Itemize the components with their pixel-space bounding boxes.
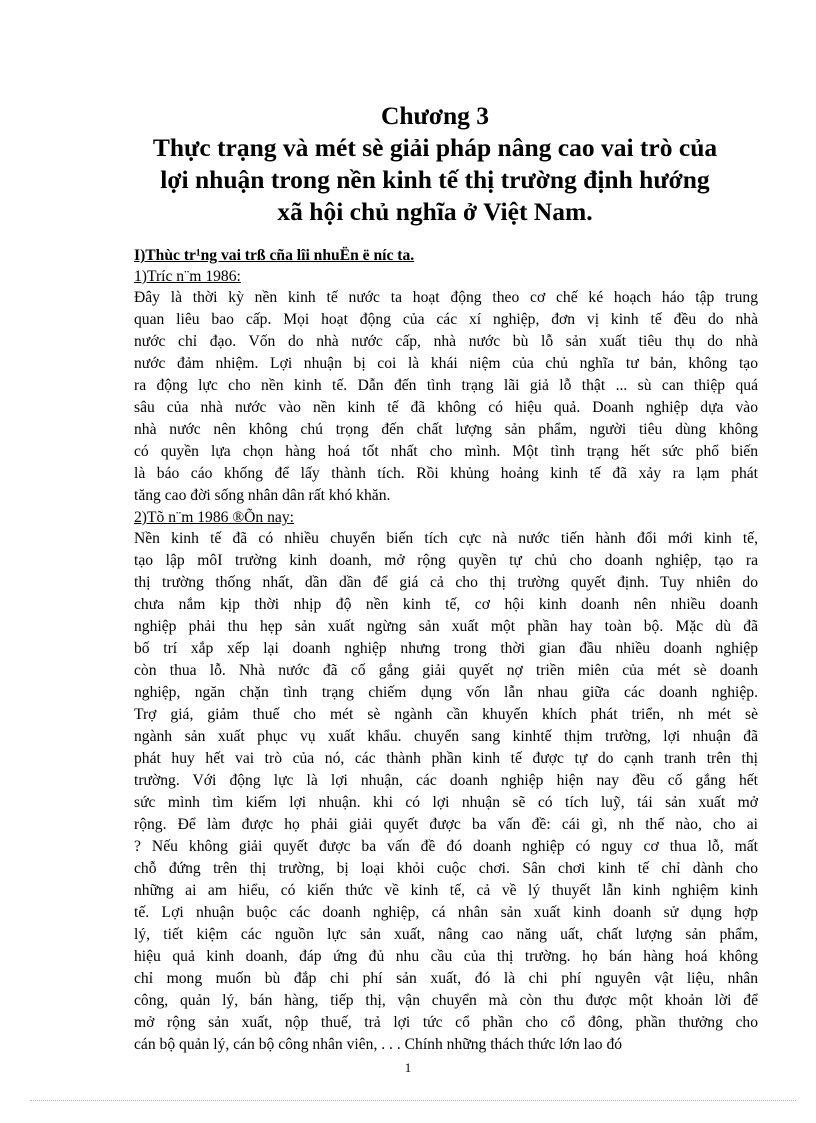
text-line: nhà nước nên không chú trọng đến chất lượng sản phẩm, người tiêu dùng không — [134, 421, 758, 438]
text-line: bố trí xắp xếp lại doanh nghiệp nhưng trong thời gian đầu nhiều doanh nghiệp — [134, 640, 758, 657]
text-line: ra động lực cho nền kinh tế. Dẫn đến tình trạng lãi giả lỗ thật ... sù can thiệp quá — [134, 377, 758, 394]
text-line: còn thua lỗ. Nhà nước đã cố gắng giải quyết nợ triền miên của mét sè doanh — [134, 662, 758, 679]
text-line: ngành sản xuất phục vụ xuất khẩu. chuyển sang kinhtế thịm trường, lợi nhuận đã — [134, 728, 758, 745]
text-line: tăng cao đời sống nhân dân rất khó khăn. — [134, 487, 391, 504]
text-line: nước chỉ đạo. Vốn do nhà nước cấp, nhà nước bù lỗ sản xuất tiêu thụ do nhà — [134, 333, 758, 350]
chapter-title-line-2: lợi nhuận trong nền kinh tế thị trường định hướng — [160, 165, 710, 194]
text-line: có quyền lựa chọn hàng hoá tốt nhất cho mình. Một tình trạng hết sức phổ biến — [134, 443, 758, 460]
text-line: rộng. Để làm được họ phải giải quyết được ba vấn đề: cái gì, nh thế nào, cho ai — [134, 816, 758, 833]
section-heading: I)Thùc tr¹ng vai trß cña lîi nhuËn ë níc ta. — [134, 247, 415, 264]
text-line: nghiệp phải thu hẹp sản xuất ngừng sản xuất một phần hay toàn bộ. Mặc dù đã — [134, 618, 758, 635]
text-line: chỗ đứng trên thị trường, bị loại khỏi cuộc chơi. Sân chơi kinh tế chỉ dành cho — [134, 860, 758, 877]
text-line: sức mình tìm kiếm lợi nhuận. khi có lợi nhuận sẽ có tích luỹ, tái sản xuất mở — [134, 794, 758, 811]
text-line: là báo cáo khống để lấy thành tích. Rồi khủng hoảng kinh tế đã xảy ra lạm phát — [134, 465, 758, 482]
text-line: sâu của nhà nước vào nền kinh tế đã không có hiệu quả. Doanh nghiệp dựa vào — [134, 399, 758, 416]
text-line: tạo lập môI trường kinh doanh, mở rộng quyền tự chủ cho doanh nghiệp, tạo ra — [134, 552, 758, 569]
text-line: ? Nếu không giải quyết được ba vấn đề đó doanh nghiệp có nguy cơ thua lỗ, mất — [134, 838, 758, 855]
text-line: chưa nắm kịp thời nhịp độ nền kinh tế, cơ hội kinh doanh nên nhiều doanh — [134, 596, 758, 613]
text-line: cán bộ quản lý, cán bộ công nhân viên, . . . Chính những thách thức lớn lao đó — [134, 1036, 623, 1053]
text-line: Trợ giá, giảm thuế cho mét sè ngành cần khuyến khích phát triển, nh mét sè — [134, 706, 758, 723]
text-line: nghiệp, ngăn chặn tình trạng chiếm dụng vốn lẫn nhau giữa các doanh nghiệp. — [134, 684, 758, 701]
page-number: 1 — [404, 1060, 412, 1075]
text-line: những ai am hiểu, có kiến thức về kinh tế, cả về lý thuyết lẫn kinh nghiệm kinh — [134, 882, 758, 899]
text-line: trường. Với động lực là lợi nhuận, các doanh nghiệp hiện nay đều cố gắng hết — [134, 772, 758, 789]
footer-dotted-rule — [30, 1100, 796, 1101]
text-line: phát huy hết vai trò của nó, các thành phần kinh tế được tự do cạnh tranh trên thị — [134, 750, 758, 767]
chapter-title-block — [100, 100, 770, 228]
subsection-2-title: 2)Tõ n¨m 1986 ®Õn nay: — [134, 509, 294, 526]
text-line: mở rộng sản xuất, nộp thuế, trả lợi tức cổ phần cho cổ đông, phần thưởng cho — [134, 1014, 758, 1031]
text-line: quan liêu bao cấp. Mọi hoạt động của các xí nghiệp, đơn vị kinh tế đều do nhà — [134, 311, 758, 328]
text-line: Đây là thời kỳ nền kinh tế nước ta hoạt động theo cơ chế ké hoạch háo tập trung — [134, 289, 758, 306]
text-line: thị trường thống nhất, dần dần để giá cả cho thị trường quyết định. Tuy nhiên do — [134, 574, 758, 591]
text-line: tế. Lợi nhuận buộc các doanh nghiệp, cá nhân sản xuất kinh doanh sử dụng hợp — [134, 904, 758, 921]
chapter-number: Chương 3 — [380, 101, 490, 130]
chapter-title-line-1: Thực trạng và mét sè giải pháp nâng cao vai trò của — [152, 133, 718, 162]
text-line: công, quản lý, bán hàng, tiếp thị, vận chuyển mà còn thu được một khoản lời để — [134, 992, 758, 1009]
subsection-2-paragraph — [134, 528, 758, 1056]
text-line: Nền kinh tế đã có nhiều chuyển biến tích cực nà nước tiến hành đổi mới kinh tế, — [134, 530, 758, 547]
subsection-1-paragraph — [134, 287, 758, 507]
subsection-1-title: 1)Tríc n¨m 1986: — [134, 268, 241, 285]
text-line: nước đảm nhiệm. Lợi nhuận bị coi là khái niệm của chủ nghĩa tư bản, không tạo — [134, 355, 758, 372]
text-line: chỉ mong muốn bù đắp chi phí sản xuất, đó là chi phí nguyên vật liệu, nhân — [134, 970, 758, 987]
text-line: lý, tiết kiệm các nguồn lực sản xuất, nâng cao năng uất, chất lượng sản phẩm, — [134, 926, 758, 943]
chapter-title-line-3: xã hội chủ nghĩa ở Việt Nam. — [277, 197, 593, 226]
text-line: hiệu quả kinh doanh, đáp ứng đủ nhu cầu của thị trường. họ bán hàng hoá không — [134, 948, 758, 965]
page-body — [134, 245, 758, 1056]
